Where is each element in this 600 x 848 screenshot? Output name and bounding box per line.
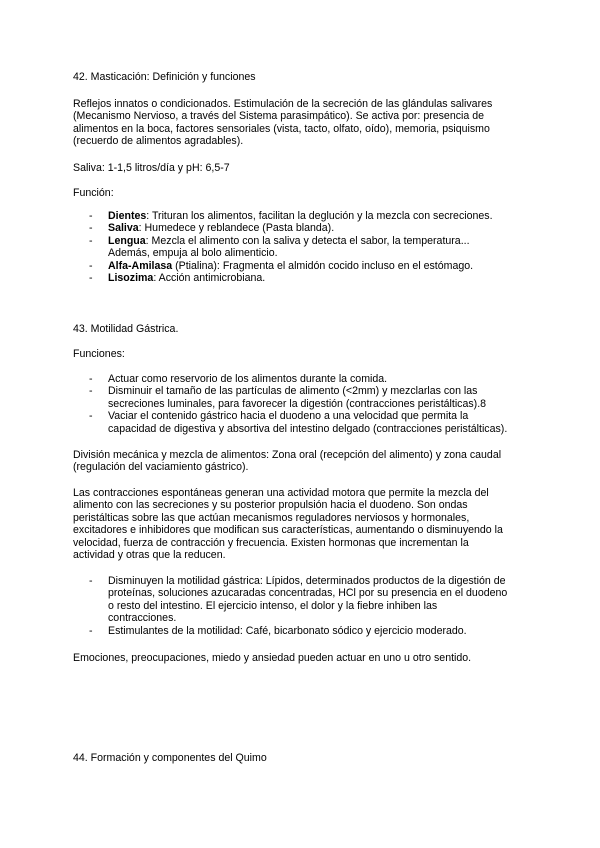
bullet-dash: - (89, 222, 93, 235)
term-description: : Mezcla el alimento con la saliva y detecta el sabor, la temperatura... (145, 234, 470, 247)
bullet-dash: - (89, 624, 93, 637)
motility-modulators-list (89, 575, 519, 637)
term-description-continued: Además, empuja al bolo alimenticio. (108, 247, 278, 260)
term-lisozima: Lisozima (108, 272, 154, 285)
bullet-dash: - (89, 410, 93, 423)
item-text: Actuar como reservorio de los alimentos durante la comida. (108, 373, 388, 385)
list-item (89, 625, 519, 637)
bullet-dash: - (89, 373, 93, 385)
text-line: Las contracciones espontáneas generan una actividad motora que permite la mezcla del (73, 487, 489, 499)
term-alfa-amilasa: Alfa-Amilasa (108, 259, 173, 272)
text-line: alimentos en la boca, factores sensoriales (vista, tacto, olfato, oído), memoria, psiquismo (73, 122, 490, 135)
term-dientes: Dientes (108, 210, 147, 222)
item-text-continued: contracciones. (108, 612, 177, 625)
list-item (89, 235, 519, 260)
item-text-continued: capacidad de digestiva y absortiva del intestino delgado (contracciones peristálticas). (108, 422, 508, 435)
section-42-intro (73, 98, 528, 148)
text-line: División mecánica y mezcla de alimentos: Zona oral (recepción del alimento) y zona caudal (73, 449, 502, 461)
bullet-dash: - (89, 259, 93, 272)
functions-label: Funciones: (73, 348, 125, 360)
list-item (89, 260, 519, 272)
item-text: Disminuyen la motilidad gástrica: Lípidos, determinados productos de la digestión de (108, 575, 506, 587)
contractions-paragraph (73, 487, 528, 561)
text-line: actividad y otras que la reducen. (73, 549, 226, 562)
text-line: (Mecanismo Nervioso, a través del Sistema parasimpático). Se activa por: presencia de (73, 110, 484, 123)
item-text: Vaciar el contenido gástrico hacia el duodeno a una velocidad que permita la (108, 410, 469, 423)
text-line: (recuerdo de alimentos agradables). (73, 135, 244, 148)
bullet-dash: - (89, 210, 93, 222)
term-saliva: Saliva (108, 222, 139, 235)
emotions-paragraph: Emociones, preocupaciones, miedo y ansiedad pueden actuar en uno u otro sentido. (73, 652, 472, 664)
bullet-dash: - (89, 385, 93, 398)
list-item (89, 222, 519, 234)
text-line: Reflejos innatos o condicionados. Estimulación de la secreción de las glándulas salivares (73, 98, 493, 110)
list-item (89, 385, 519, 410)
text-line: (regulación del vaciamiento gástrico). (73, 461, 249, 474)
term-description: (Ptialina): Fragmenta el almidón cocido incluso en el estómago. (172, 259, 474, 272)
section-43-title: 43. Motilidad Gástrica. (73, 323, 179, 335)
item-text: Estimulantes de la motilidad: Café, bicarbonato sódico y ejercicio moderado. (108, 624, 467, 637)
section-44-title: 44. Formación y componentes del Quimo (73, 752, 267, 764)
list-item (89, 410, 519, 435)
bullet-dash: - (89, 234, 93, 247)
mastication-functions-list (89, 210, 519, 284)
list-item (89, 272, 519, 284)
text-line: peristálticas sobre las que actúan mecanismos reguladores nerviosos y hormonales, (73, 511, 470, 524)
list-item (89, 373, 519, 385)
text-line: alimento con las secreciones y su posterior propulsión hacia el duodeno. Son ondas (73, 499, 468, 512)
function-label: Función: (73, 187, 114, 199)
item-text-continued: o resto del intestino. El ejercicio intenso, el dolor y la fiebre inhiben las (108, 599, 438, 612)
term-description: : Trituran los alimentos, facilitan la deglución y la mezcla con secreciones. (146, 210, 493, 222)
list-item (89, 575, 519, 625)
item-text-continued: secreciones luminales, para favorecer la digestión (contracciones peristálticas).8 (108, 397, 487, 410)
section-42-title: 42. Masticación: Definición y funciones (73, 71, 256, 83)
saliva-info: Saliva: 1-1,5 litros/día y pH: 6,5-7 (73, 162, 230, 174)
gastric-functions-list (89, 373, 519, 435)
item-text: Disminuir el tamaño de las partículas de alimento (<2mm) y mezclarlas con las (108, 385, 478, 398)
item-text-continued: proteínas, soluciones azucaradas concentradas, HCl por su presencia en el duodeno (108, 587, 508, 600)
text-line: excitadores e inhibidores que modifican sus características, aumentando o disminuyendo la (73, 524, 503, 537)
text-line: velocidad, fuerza de contracción y frecuencia. Existen hormonas que incrementan la (73, 536, 469, 549)
bullet-dash: - (89, 272, 93, 285)
division-paragraph (73, 449, 528, 474)
list-item (89, 210, 519, 222)
term-description: : Humedece y reblandece (Pasta blanda). (138, 222, 335, 235)
bullet-dash: - (89, 575, 93, 587)
term-lengua: Lengua (108, 234, 146, 247)
term-description: : Acción antimicrobiana. (153, 272, 266, 285)
